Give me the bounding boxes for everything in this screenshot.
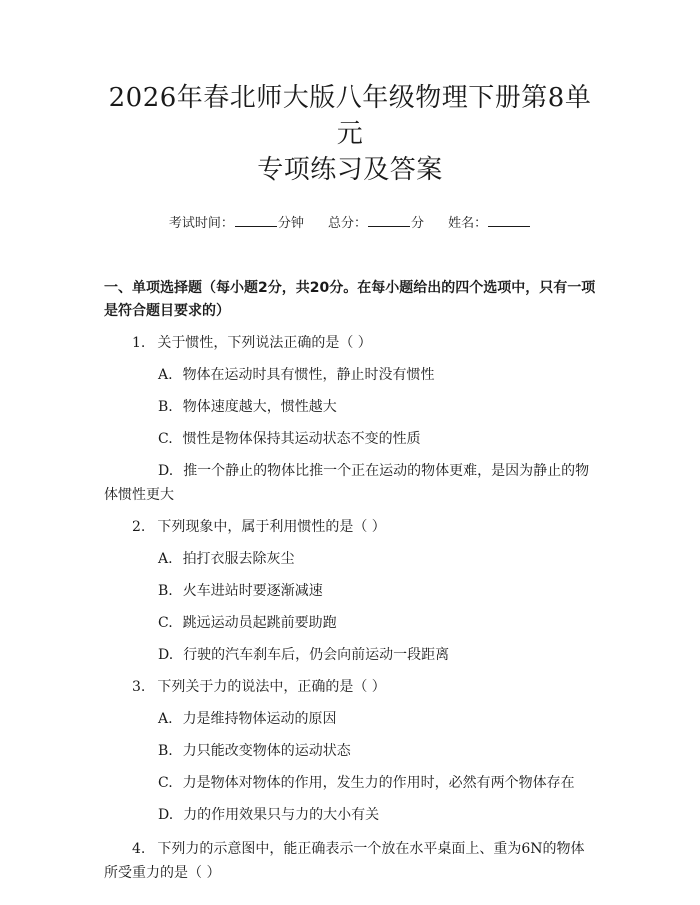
option-1c	[104, 427, 596, 451]
question-stem	[104, 675, 596, 699]
option-text: 惯性是物体保持其运动状态不变的性质	[182, 431, 421, 447]
question-text: 下列关于力的说法中，正确的是（ ）	[157, 679, 386, 695]
question-number: 4.	[132, 841, 146, 857]
score-blank	[368, 213, 410, 227]
question-2	[104, 515, 596, 539]
option-text: 火车进站时要逐渐减速	[182, 583, 323, 599]
title-line-1: 2026年春北师大版八年级物理下册第8单元	[108, 83, 592, 149]
question-text: 关于惯性，下列说法正确的是（ ）	[157, 335, 372, 351]
option-text: 物体速度越大，惯性越大	[182, 399, 337, 415]
question-number: 3.	[132, 679, 146, 695]
option-2b	[104, 579, 596, 603]
option-letter: D.	[158, 647, 174, 663]
question-1	[104, 331, 596, 355]
option-3a	[104, 707, 596, 731]
option-letter: D.	[158, 463, 174, 479]
student-name	[448, 213, 531, 233]
exam-time	[169, 213, 304, 233]
exam-score	[328, 213, 424, 233]
time-blank	[235, 213, 277, 227]
section-title: 一、单项选择题（每小题2分，共20分。在每小题给出的四个选项中，只有一项是符合题目要求的）	[104, 280, 596, 319]
option-letter: B.	[158, 583, 173, 599]
option-letter: C.	[158, 431, 173, 447]
name-label: 姓名：	[448, 216, 488, 231]
time-label: 考试时间：	[168, 216, 234, 231]
option-text: 力是物体对物体的作用，发生力的作用时，必然有两个物体存在	[182, 775, 575, 791]
question-stem	[104, 837, 596, 885]
option-2d	[104, 643, 596, 667]
question-number: 2.	[132, 519, 146, 535]
option-letter: B.	[158, 743, 173, 759]
option-text: 力是维持物体运动的原因	[182, 711, 337, 727]
option-2c	[104, 611, 596, 635]
question-stem	[104, 515, 596, 539]
option-3b	[104, 739, 596, 763]
exam-meta	[104, 213, 596, 233]
option-letter: A.	[158, 711, 173, 727]
option-2a	[104, 547, 596, 571]
option-text: 拍打衣服去除灰尘	[182, 551, 295, 567]
question-text: 下列力的示意图中，能正确表示一个放在水平桌面上、重为6N的物体所受重力的是（ ）	[104, 841, 585, 881]
option-3c	[104, 771, 596, 795]
title-line-2: 专项练习及答案	[257, 155, 443, 185]
option-letter: B.	[158, 399, 173, 415]
option-1d	[104, 459, 596, 507]
option-letter: C.	[158, 775, 173, 791]
option-text: 力只能改变物体的运动状态	[182, 743, 351, 759]
question-3	[104, 675, 596, 699]
question-text: 下列现象中，属于利用惯性的是（ ）	[157, 519, 386, 535]
option-text: 跳远运动员起跳前要助跑	[182, 615, 337, 631]
question-4	[104, 837, 596, 885]
option-letter: C.	[158, 615, 173, 631]
question-number: 1.	[132, 335, 146, 351]
question-stem	[104, 331, 596, 355]
option-letter: A.	[158, 551, 173, 567]
option-text: 物体在运动时具有惯性，静止时没有惯性	[182, 367, 435, 383]
score-label: 总分：	[327, 216, 367, 231]
option-letter: D.	[158, 807, 174, 823]
option-3d	[104, 803, 596, 827]
option-text: 力的作用效果只与力的大小有关	[183, 807, 380, 823]
name-blank	[488, 213, 530, 227]
option-text: 推一个静止的物体比推一个正在运动的物体更难，是因为静止的物体惯性更大	[104, 463, 590, 503]
option-1b	[104, 395, 596, 419]
option-1a	[104, 363, 596, 387]
score-unit: 分	[411, 216, 425, 231]
time-unit: 分钟	[277, 216, 304, 231]
page-title	[104, 0, 596, 188]
option-text: 行驶的汽车刹车后，仍会向前运动一段距离	[183, 647, 450, 663]
option-letter: A.	[158, 367, 173, 383]
